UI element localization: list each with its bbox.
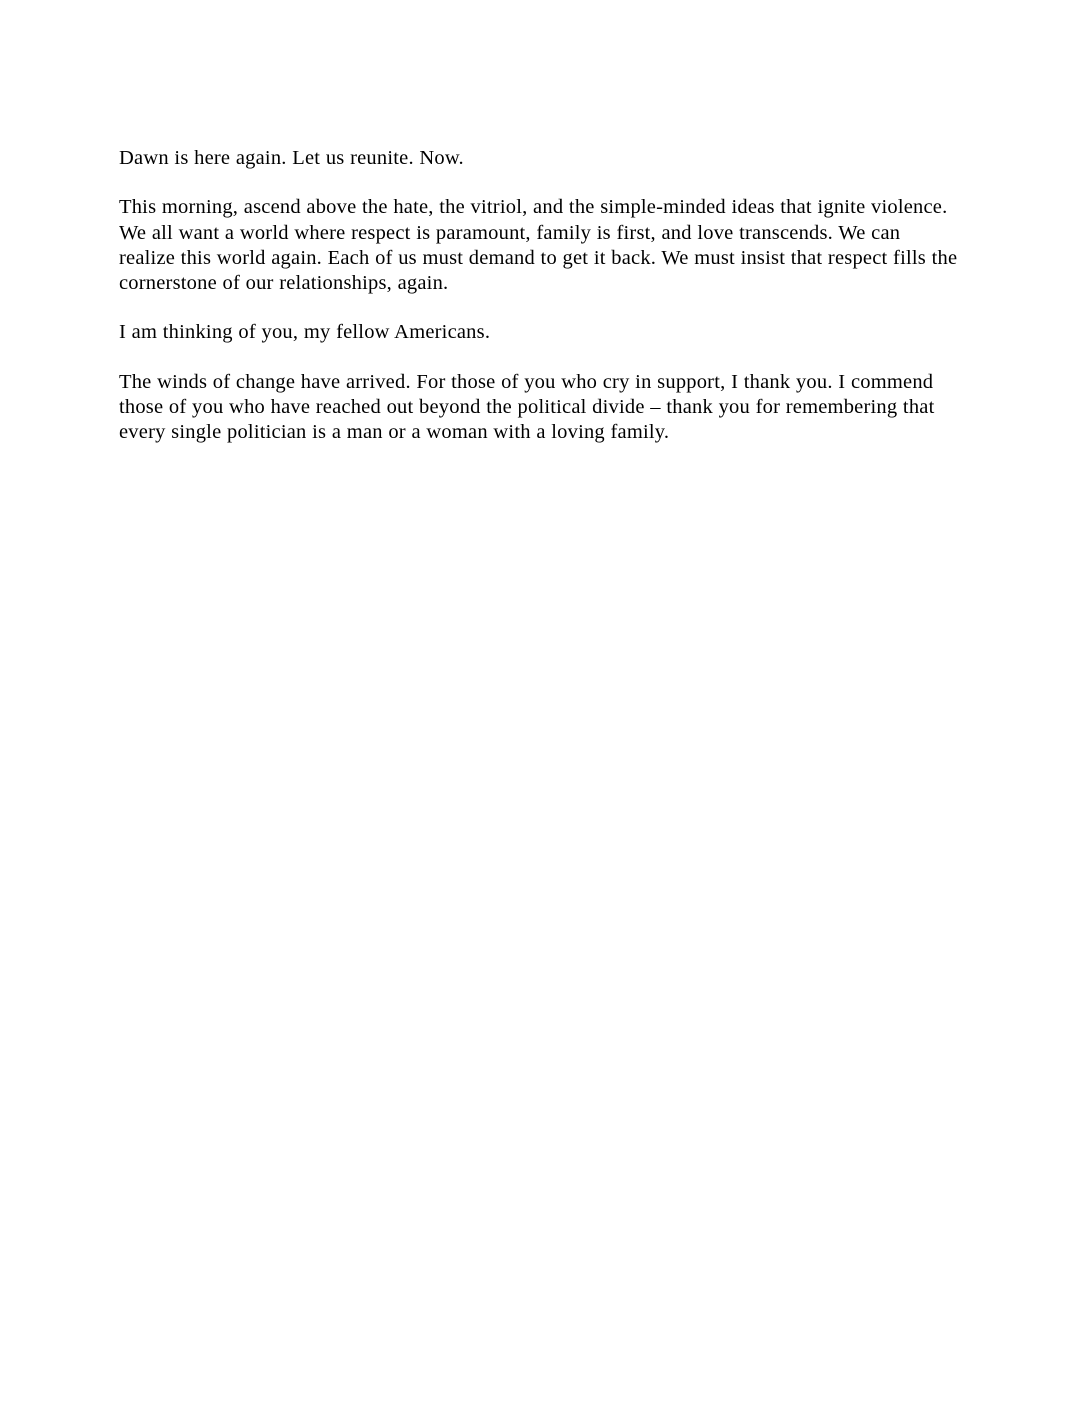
paragraph-4: The winds of change have arrived. For those of you who cry in support, I thank you. I commend those of you who have reached out beyond the political divide – thank you for remembering that every single politician is a man or a woman with a loving family. bbox=[119, 370, 935, 444]
paragraph-2: This morning, ascend above the hate, the vitriol, and the simple-minded ideas that ignite violence. We all want a world where respect is paramount, family is first, and love transcends. We can realize this world again. Each of us must demand to get it back. We must insist that respect fills the cornerstone of our relationships, again. bbox=[119, 196, 958, 295]
paragraph-3: I am thinking of you, my fellow Americans. bbox=[119, 321, 491, 344]
paragraph-1: Dawn is here again. Let us reunite. Now. bbox=[119, 147, 464, 169]
document-body bbox=[119, 146, 959, 446]
